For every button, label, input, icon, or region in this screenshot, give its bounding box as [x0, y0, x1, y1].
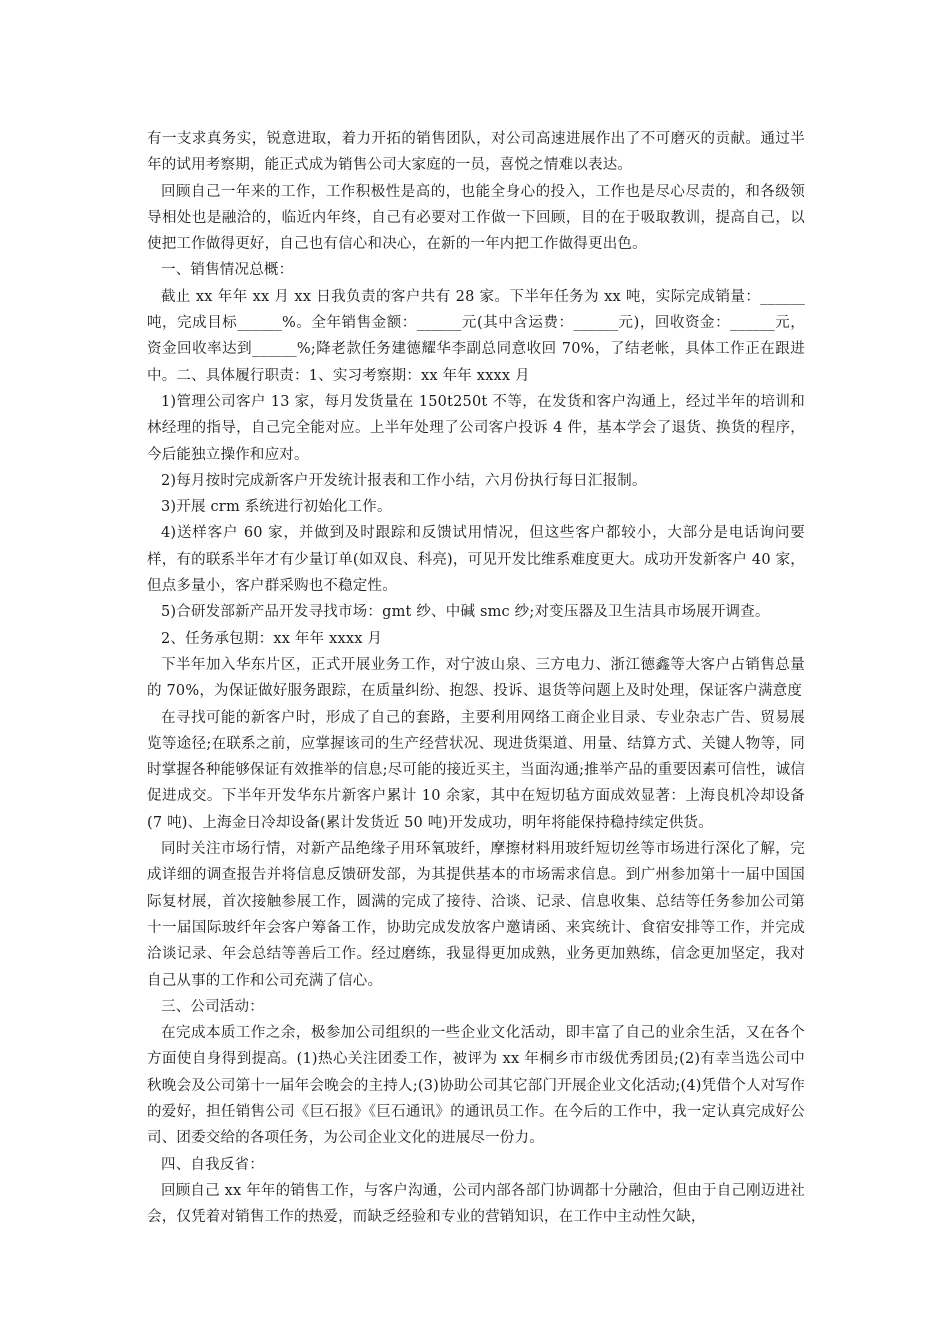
paragraph-market-research: 同时关注市场行情，对新产品绝缘子用环氧玻纤，摩擦材料用玻纤短切丝等市场进行深化了解，完成详细的调查报告并将信息反馈研发部，为其提供基本的市场需求信息。到广州参加第十一届中国国际复材展，首次接触参展工作，圆满的完成了接待、洽谈、记录、信息收集、总结等任务参加公司第十一届国际玻纤年会客户筹备工作，协助完成发放客户邀请函、来宾统计、食宿安排等工作，并完成洽谈记录、年会总结等善后工作。经过磨练，我显得更加成熟，业务更加熟练，信念更加坚定，我对自己从事的工作和公司充满了信心。 [147, 841, 805, 989]
paragraph-1: 有一支求真务实，锐意进取，着力开拓的销售团队，对公司高速进展作出了不可磨灭的贡献。通过半年的试用考察期，能正式成为销售公司大家庭的一员，喜悦之情难以表达。 [147, 131, 805, 174]
list-item-3: 3)开展 crm 系统进行初始化工作。 [161, 499, 392, 516]
section-heading-task-period: 2、任务承包期：xx 年年 xxxx 月 [161, 630, 383, 647]
section-heading-company-activities: 三、公司活动： [161, 998, 264, 1015]
list-item-1: 1)管理公司客户 13 家，每月发货量在 150t250t 不等，在发货和客户沟通上，经过半年的培训和林经理的指导，自己完全能对应。上半年处理了公司客户投诉 4 件，基本学会了退货、换货的程序，今后能独立操作和应对。 [147, 393, 805, 463]
paragraph-2: 回顾自己一年来的工作，工作积极性是高的，也能全身心的投入，工作也是尽心尽责的，和各级领导相处也是融洽的，临近内年终，自己有必要对工作做一下回顾，目的在于吸取教训，提高自己，以使把工作做得更好，自己也有信心和决心，在新的一年内把工作做得更出色。 [147, 183, 805, 253]
paragraph-sales-figures: 截止 xx 年年 xx 月 xx 日我负责的客户共有 28 家。下半年任务为 xx 吨，实际完成销量：______吨，完成目标______%。全年销售金额：______元(其中含运费：______元)，回收资金：______元，资金回收率达到______%;降老款任务建德耀华李副总同意收回 70%，了结老帐，具体工作正在跟进中。二、具体履行职责：1、实习考察期：xx 年年 xxxx 月 [147, 288, 805, 384]
list-item-5: 5)合研发部新产品开发寻找市场：gmt 纱、中碱 smc 纱;对变压器及卫生洁具市场展开调查。 [161, 604, 770, 621]
section-heading-sales-overview: 一、销售情况总概： [161, 262, 294, 279]
document-body [147, 126, 805, 1230]
paragraph-activities: 在完成本质工作之余，极参加公司组织的一些企业文化活动，即丰富了自己的业余生活，又在各个方面使自身得到提高。(1)热心关注团委工作，被评为 xx 年桐乡市市级优秀团员;(2)有幸当选公司中秋晚会及公司第十一届年会晚会的主持人;(3)协助公司其它部门开展企业文化活动;(4)凭借个人对写作的爱好，担任销售公司《巨石报》《巨石通讯》的通讯员工作。在今后的工作中，我一定认真完成好公司、团委交给的各项任务，为公司企业文化的进展尽一份力。 [147, 1025, 805, 1147]
list-item-4: 4)送样客户 60 家，并做到及时跟踪和反馈试用情况，但这些客户都较小，大部分是电话询问要样，有的联系半年才有少量订单(如双良、科亮)，可见开发比维系难度更大。成功开发新客户 40 家，但点多量小，客户群采购也不稳定性。 [147, 525, 805, 595]
list-item-2: 2)每月按时完成新客户开发统计报表和工作小结，六月份执行每日汇报制。 [161, 472, 647, 489]
paragraph-reflection: 回顾自己 xx 年年的销售工作，与客户沟通，公司内部各部门协调都十分融洽，但由于自己刚迈进社会，仅凭着对销售工作的热爱，而缺乏经验和专业的营销知识，在工作中主动性欠缺， [147, 1182, 805, 1226]
paragraph-new-customers: 在寻找可能的新客户时，形成了自己的套路，主要利用网络工商企业目录、专业杂志广告、贸易展览等途径;在联系之前，应掌握该司的生产经营状况、现进货渠道、用量、结算方式、关键人物等，同时掌握各种能够保证有效推举的信息;尽可能的接近买主，当面沟通;推举产品的重要因素可信性，诚信促进成交。下半年开发华东片新客户累计 10 余家，其中在短切毡方面成效显著：上海良机冷却设备(7 吨)、上海金日冷却设备(累计发货近 50 吨)开发成功，明年将能保持稳持续定供货。 [147, 709, 805, 831]
section-heading-self-reflection: 四、自我反省： [161, 1156, 264, 1173]
paragraph-east-china: 下半年加入华东片区，正式开展业务工作，对宁波山泉、三方电力、浙江德鑫等大客户占销售总量的 70%，为保证做好服务跟踪，在质量纠纷、抱怨、投诉、退货等问题上及时处理，保证客户满意度 [147, 656, 805, 700]
